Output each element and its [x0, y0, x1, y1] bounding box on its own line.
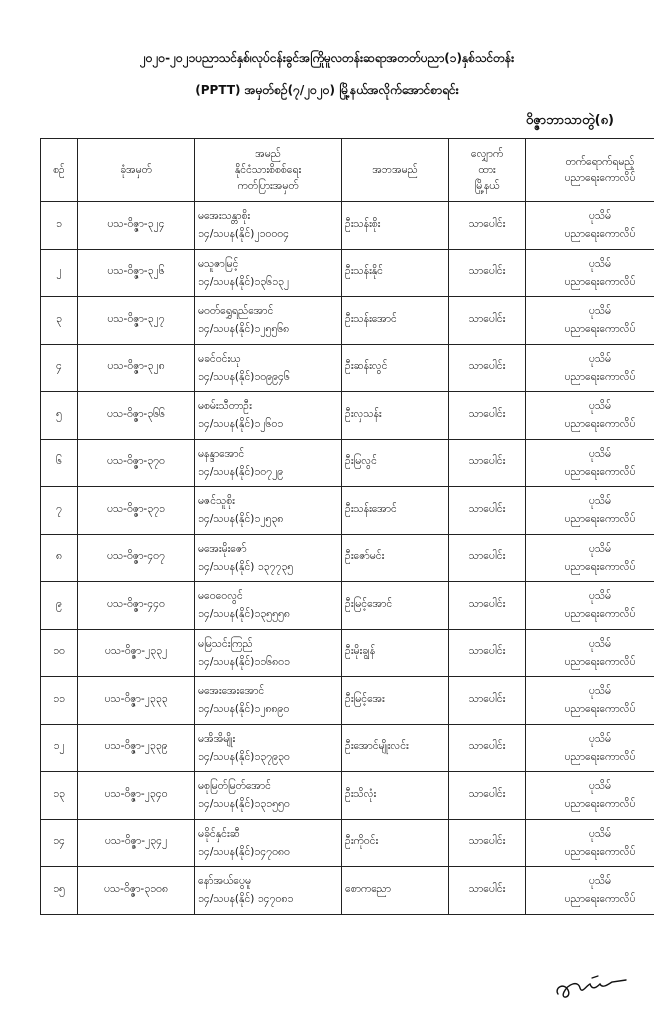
table-row: [41, 772, 654, 820]
township-cell: သာပေါင်း: [449, 439, 526, 487]
township-cell: သာပေါင်း: [449, 819, 526, 867]
document-subtitle: (PPTT) အမှတ်စဉ်(၇/၂၀၂၀) မြို့နယ်အလိုက်အောင်စာရင်း: [195, 83, 459, 97]
serial-cell: ၅: [41, 392, 78, 440]
table-row: [41, 344, 654, 392]
roll-number-cell: ပသ-ဝိဇ္ဇာ-၃၂၈: [78, 344, 195, 392]
college-type: ပညာရေးကောလိပ်: [564, 323, 636, 336]
serial-cell: ၁၂: [41, 724, 78, 772]
table-row: [41, 582, 654, 630]
township-cell: သာပေါင်း: [449, 582, 526, 630]
father-name-cell: ဦးအောင်မျိုးလင်း: [342, 724, 449, 772]
student-name: မအိအိမျိုး: [198, 732, 236, 745]
township-cell: သာပေါင်း: [449, 629, 526, 677]
college-type: ပညာရေးကောလိပ်: [564, 750, 636, 763]
roll-number-cell: ပသ-ဝိဇ္ဇာ-၄၀၇: [78, 534, 195, 582]
student-name: မအေးသန္တာစိုး: [198, 210, 251, 223]
nrc-number: ၁၄/သပန(နိုင်)၁၃၁၅၅၀: [198, 798, 290, 811]
name-nrc-cell: [195, 867, 342, 915]
nrc-number: ၁၄/သပန(နိုင်) ၁၃၇၇၃၅: [198, 560, 294, 573]
nrc-number: ၁၄/သပန(နိုင်)၁၀၉၉၄၆: [198, 370, 290, 383]
nrc-number: ၁၄/သပန(နိုင်)၁၂၆၀၁: [198, 418, 284, 431]
roll-number-cell: ပသ-ဝိဇ္ဇာ-၂၃၃၃: [78, 677, 195, 725]
roll-number-cell: ပသ-ဝိဇ္ဇာ-၃၇၁: [78, 487, 195, 535]
college-city: ပုသိမ်: [588, 590, 612, 603]
serial-cell: ၁: [41, 202, 78, 250]
nrc-number: ၁၄/သပန(နိုင်)၁၁၆၈၀၁: [198, 655, 290, 668]
college-cell: [526, 819, 654, 867]
father-name-cell: ဦးမိုးချွန်: [342, 629, 449, 677]
township-cell: သာပေါင်း: [449, 677, 526, 725]
table-row: [41, 439, 654, 487]
results-table: [40, 138, 654, 915]
father-name-cell: စောကညော: [342, 867, 449, 915]
serial-cell: ၁၄: [41, 819, 78, 867]
college-type: ပညာရေးကောလိပ်: [564, 845, 636, 858]
nrc-number: ၁၄/သပန(နိုင်)၁၃၅၅၅၈: [198, 608, 290, 621]
township-cell: သာပေါင်း: [449, 297, 526, 345]
name-nrc-cell: [195, 344, 342, 392]
college-cell: [526, 487, 654, 535]
table-row: [41, 392, 654, 440]
table-row: [41, 202, 654, 250]
table-row: [41, 534, 654, 582]
father-name-cell: ဦးသန်းနိုင်: [342, 249, 449, 297]
college-type: ပညာရေးကောလိပ်: [564, 608, 636, 621]
student-name: မနန္ဒာအောင်: [198, 447, 245, 460]
serial-cell: ၁၅: [41, 867, 78, 915]
nrc-number: ၁၄/သပန(နိုင်)၂၁၀၀၀၄: [198, 228, 290, 241]
header-township: လျှောက် ထား မြို့နယ်: [449, 139, 526, 202]
header-college: တက်ရောက်ရမည့် ပညာရေးကောလိပ်: [526, 139, 654, 202]
student-name: မဝေဝေလွင်: [198, 590, 243, 603]
subject-group-label: ဝိဇ္ဇာဘာသာတွဲ(၈): [525, 113, 614, 128]
table-row: [41, 487, 654, 535]
header-roll-number: ခုံအမှတ်: [78, 139, 195, 202]
father-name-cell: ဦးသန်းအောင်: [342, 487, 449, 535]
name-nrc-cell: [195, 629, 342, 677]
name-nrc-cell: [195, 582, 342, 630]
father-name-cell: ဦးမြင့်အောင်: [342, 582, 449, 630]
college-city: ပုသိမ်: [588, 257, 612, 270]
college-cell: [526, 629, 654, 677]
name-nrc-cell: [195, 487, 342, 535]
college-cell: [526, 439, 654, 487]
college-city: ပုသိမ်: [588, 875, 612, 888]
township-cell: သာပေါင်း: [449, 344, 526, 392]
table-row: [41, 819, 654, 867]
college-type: ပညာရေးကောလိပ်: [564, 418, 636, 431]
college-type: ပညာရေးကောလိပ်: [564, 560, 636, 573]
father-name-cell: ဦးမြင့်အေး: [342, 677, 449, 725]
serial-cell: ၁၃: [41, 772, 78, 820]
header-row: [41, 139, 654, 202]
college-city: ပုသိမ်: [588, 447, 612, 460]
college-type: ပညာရေးကောလိပ်: [564, 228, 636, 241]
serial-cell: ၇: [41, 487, 78, 535]
college-city: ပုသိမ်: [588, 495, 612, 508]
serial-cell: ၉: [41, 582, 78, 630]
student-name: မခိုင်နှင်းဆီ: [198, 827, 240, 840]
roll-number-cell: ပသ-ဝိဇ္ဇာ-၃၇၀: [78, 439, 195, 487]
table-row: [41, 867, 654, 915]
college-type: ပညာရေးကောလိပ်: [564, 275, 636, 288]
nrc-number: ၁၄/သပန(နိုင်)၁၃၆၁၃၂: [198, 275, 290, 288]
name-nrc-cell: [195, 202, 342, 250]
college-type: ပညာရေးကောလိပ်: [564, 655, 636, 668]
college-cell: [526, 249, 654, 297]
college-type: ပညာရေးကောလိပ်: [564, 513, 636, 526]
college-type: ပညာရေးကောလိပ်: [564, 370, 636, 383]
college-city: ပုသိမ်: [588, 542, 612, 555]
college-city: ပုသိမ်: [588, 400, 612, 413]
father-name-cell: ဦးလှသန်း: [342, 392, 449, 440]
township-cell: သာပေါင်း: [449, 202, 526, 250]
college-cell: [526, 867, 654, 915]
table-row: [41, 297, 654, 345]
roll-number-cell: ပသ-ဝိဇ္ဇာ-၂၃၃၂: [78, 629, 195, 677]
college-city: ပုသိမ်: [588, 305, 612, 318]
nrc-number: ၁၄/သပန(နိုင်)၁၀၇၂၉: [198, 465, 284, 478]
roll-number-cell: ပသ-ဝိဇ္ဇာ-၂၃၃၉: [78, 724, 195, 772]
father-name-cell: ဦးကိုဝင်း: [342, 819, 449, 867]
roll-number-cell: ပသ-ဝိဇ္ဇာ-၃၂၆: [78, 249, 195, 297]
college-type: ပညာရေးကောလိပ်: [564, 893, 636, 906]
roll-number-cell: ပသ-ဝိဇ္ဇာ-၃၁၀၈: [78, 867, 195, 915]
roll-number-cell: ပသ-ဝိဇ္ဇာ-၂၃၄၂: [78, 819, 195, 867]
college-type: ပညာရေးကောလိပ်: [564, 798, 636, 811]
student-name: မဇင်သူစိုး: [198, 495, 235, 508]
student-name: နော်အယ်ပွေမူ: [198, 875, 251, 888]
document-title: ၂၀၂၀-၂၀၂၁ပညာသင်နှစ်၊လုပ်ငန်းခွင်အကြိုမူလတန်းဆရာအတတ်ပညာ(၁)နှစ်သင်တန်း: [139, 51, 515, 65]
name-nrc-cell: [195, 724, 342, 772]
roll-number-cell: ပသ-ဝိဇ္ဇာ-၂၃၄၀: [78, 772, 195, 820]
nrc-number: ၁၄/သပန(နိုင်)၁၃၇၉၃၀: [198, 750, 290, 763]
roll-number-cell: ပသ-ဝိဇ္ဇာ-၃၂၄: [78, 202, 195, 250]
student-name: မစုမြတ်မြတ်အောင်: [198, 780, 271, 793]
college-type: ပညာရေးကောလိပ်: [564, 465, 636, 478]
college-city: ပုသိမ်: [588, 685, 612, 698]
father-name-cell: ဦးဇော်မင်း: [342, 534, 449, 582]
township-cell: သာပေါင်း: [449, 724, 526, 772]
student-name: မသူဇာမြင့်: [198, 257, 239, 270]
nrc-number: ၁၄/သပန(နိုင်)၁၂၅၃၈: [198, 513, 284, 526]
college-cell: [526, 344, 654, 392]
nrc-number: ၁၄/သပန(နိုင်)၁၂၅၅၆၈: [198, 323, 290, 336]
student-name: မအေးမိုးဇော်: [198, 542, 247, 555]
township-cell: သာပေါင်း: [449, 392, 526, 440]
township-cell: သာပေါင်း: [449, 249, 526, 297]
father-name-cell: ဦးသိလုံး: [342, 772, 449, 820]
roll-number-cell: ပသ-ဝိဇ္ဇာ-၃၂၇: [78, 297, 195, 345]
table-row: [41, 677, 654, 725]
serial-cell: ၂: [41, 249, 78, 297]
college-cell: [526, 582, 654, 630]
college-city: ပုသိမ်: [588, 827, 612, 840]
college-cell: [526, 392, 654, 440]
table-row: [41, 249, 654, 297]
college-city: ပုသိမ်: [588, 210, 612, 223]
serial-cell: ၈: [41, 534, 78, 582]
township-cell: သာပေါင်း: [449, 487, 526, 535]
name-nrc-cell: [195, 297, 342, 345]
student-name: မစမ်းသီတာဦး: [198, 400, 252, 413]
nrc-number: ၁၄/သပန(နိုင်) ၁၄၇၀၈၁: [198, 893, 294, 906]
roll-number-cell: ပသ-ဝိဇ္ဇာ-၃၆၆: [78, 392, 195, 440]
father-name-cell: ဦးသန်းအောင်: [342, 297, 449, 345]
roll-number-cell: ပသ-ဝိဇ္ဇာ-၄၄၀: [78, 582, 195, 630]
name-nrc-cell: [195, 772, 342, 820]
name-nrc-cell: [195, 534, 342, 582]
header-father-name: အဘအမည်: [342, 139, 449, 202]
name-nrc-cell: [195, 677, 342, 725]
father-name-cell: ဦးမြလွင်: [342, 439, 449, 487]
signature: [552, 964, 632, 1004]
township-cell: သာပေါင်း: [449, 867, 526, 915]
serial-cell: ၆: [41, 439, 78, 487]
nrc-number: ၁၄/သပန(နိုင်)၁၄၇၀၈၀: [198, 845, 290, 858]
township-cell: သာပေါင်း: [449, 534, 526, 582]
college-cell: [526, 534, 654, 582]
header-serial: စဉ်: [41, 139, 78, 202]
college-cell: [526, 297, 654, 345]
student-name: မမြသင်းကြည်: [198, 637, 253, 650]
student-name: မအေးအေးအောင်: [198, 685, 265, 698]
student-name: မဝတ်ရွှေရည်အောင်: [198, 305, 274, 318]
college-city: ပုသိမ်: [588, 732, 612, 745]
college-city: ပုသိမ်: [588, 352, 612, 365]
student-name: မခင်ဝင်းယု: [198, 352, 241, 365]
college-city: ပုသိမ်: [588, 780, 612, 793]
college-cell: [526, 724, 654, 772]
name-nrc-cell: [195, 392, 342, 440]
table-row: [41, 629, 654, 677]
township-cell: သာပေါင်း: [449, 772, 526, 820]
serial-cell: ၁၁: [41, 677, 78, 725]
father-name-cell: ဦးသန်းစိုး: [342, 202, 449, 250]
serial-cell: ၄: [41, 344, 78, 392]
table-row: [41, 724, 654, 772]
name-nrc-cell: [195, 819, 342, 867]
college-type: ပညာရေးကောလိပ်: [564, 703, 636, 716]
name-nrc-cell: [195, 439, 342, 487]
father-name-cell: ဦးဆန်းလွင်: [342, 344, 449, 392]
serial-cell: ၁၀: [41, 629, 78, 677]
serial-cell: ၃: [41, 297, 78, 345]
college-cell: [526, 772, 654, 820]
header-name-nrc: အမည် နိုင်ငံသားစိစစ်ရေး ကတ်ပြားအမှတ်: [195, 139, 342, 202]
college-cell: [526, 202, 654, 250]
college-city: ပုသိမ်: [588, 637, 612, 650]
college-cell: [526, 677, 654, 725]
name-nrc-cell: [195, 249, 342, 297]
nrc-number: ၁၄/သပန(နိုင်)၁၂၈၈၉၀: [198, 703, 290, 716]
